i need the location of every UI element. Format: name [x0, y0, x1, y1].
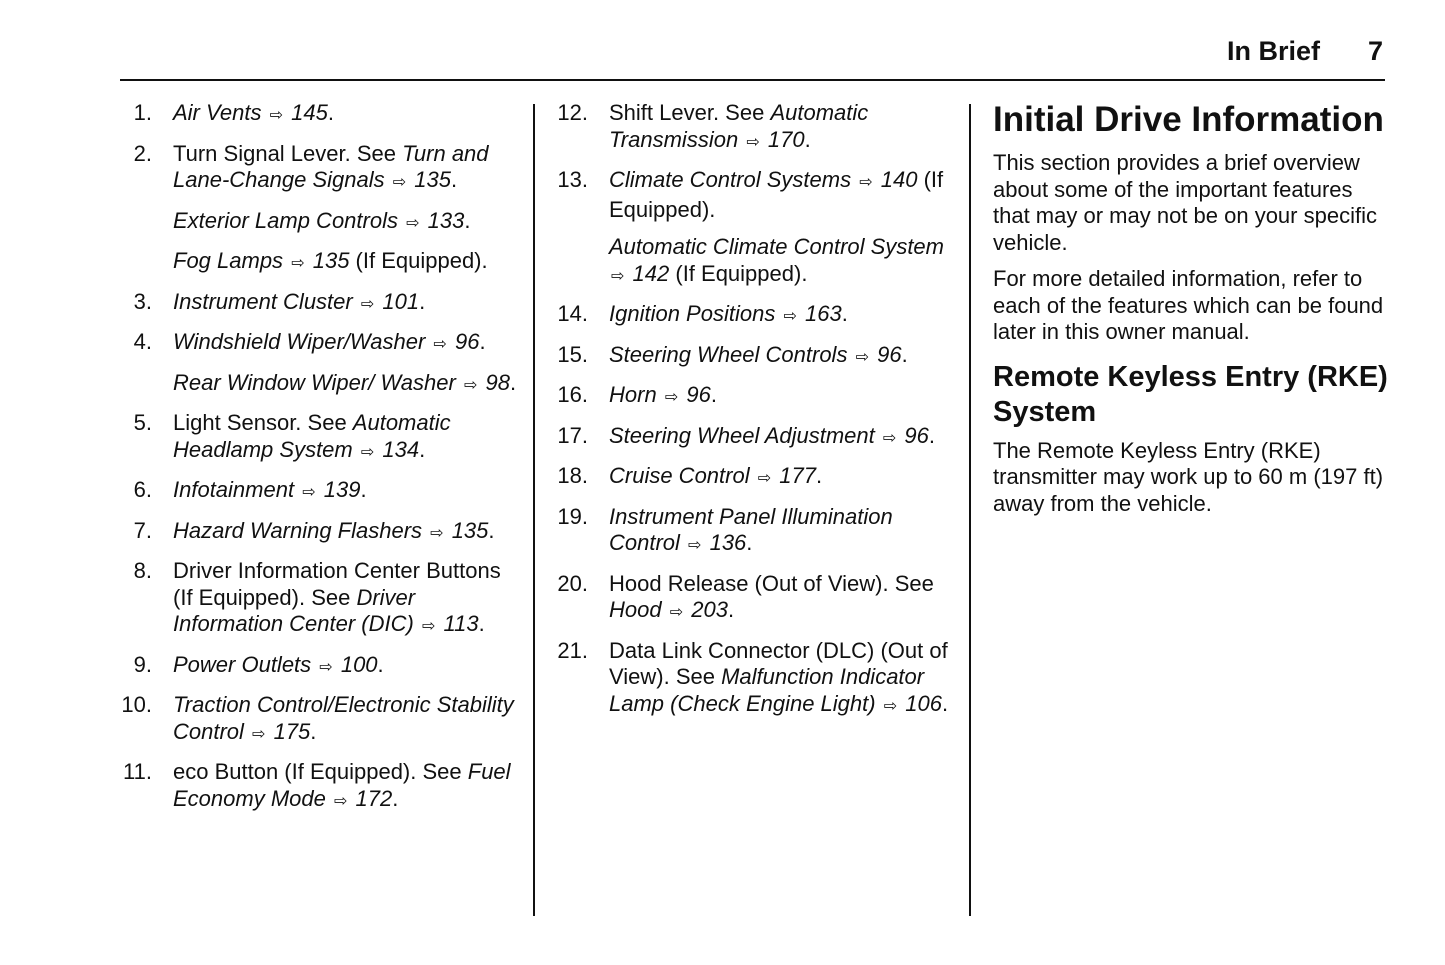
list-item: 20. Hood Release (Out of View). See Hood ⇨ 203.	[557, 570, 934, 622]
page-ref[interactable]: 106	[905, 690, 942, 716]
page-ref[interactable]: 96	[686, 382, 711, 407]
list-item: 8. Driver Information Center Buttons (If Equipped). See Driver Information Center (DIC) ⇨ 113.	[120, 558, 520, 641]
list-item: 5. Light Sensor. See Automatic Headlamp System ⇨ 134.	[120, 410, 520, 466]
column-3	[993, 100, 1393, 527]
item-number: 16.	[557, 382, 588, 407]
item-link-text[interactable]: Automatic Transmission	[609, 100, 869, 152]
header-rule	[120, 79, 1385, 81]
item-text: eco Button (If Equipped). See	[173, 759, 468, 784]
arrow-icon: ⇨	[333, 792, 348, 810]
section-title: In Brief	[1226, 36, 1320, 66]
page-ref[interactable]: 175	[273, 718, 311, 744]
paragraph: This section provides a brief overview about some of the important features that may or may not be on your specific vehicle.	[993, 150, 1377, 255]
paragraph: For more detailed information, refer to each of the features which can be found later in this owner manual.	[993, 266, 1384, 344]
item-link-text[interactable]: Steering Wheel Controls	[609, 341, 848, 367]
list-item: 11. eco Button (If Equipped). See Fuel Economy Mode ⇨ 172.	[120, 759, 520, 815]
list-subitem	[556, 234, 956, 290]
item-link-text[interactable]: Fog Lamps	[173, 248, 284, 273]
item-text: Light Sensor. See	[173, 410, 353, 435]
item-number: 21.	[557, 637, 588, 663]
arrow-icon: ⇨	[859, 174, 873, 191]
paragraph: The Remote Keyless Entry (RKE) transmitter may work up to 60 m (197 ft) away from the vehicle.	[993, 437, 1384, 516]
arrow-icon: ⇨	[883, 697, 898, 715]
item-link-text[interactable]: Cruise Control	[609, 463, 750, 488]
arrow-icon: ⇨	[882, 429, 897, 447]
list-item: 4. Windshield Wiper/Washer ⇨ 96.	[120, 329, 520, 359]
item-link-text[interactable]: Automatic Headlamp System	[173, 410, 451, 462]
item-number: 4.	[133, 329, 152, 354]
item-link-text[interactable]: Infotainment	[173, 477, 295, 502]
arrow-icon: ⇨	[433, 336, 447, 353]
item-number: 17.	[557, 422, 588, 448]
page-header	[1227, 36, 1383, 67]
arrow-icon: ⇨	[319, 658, 333, 676]
page-ref[interactable]: 96	[454, 329, 480, 354]
item-number: 13.	[557, 167, 588, 192]
arrow-icon: ⇨	[757, 470, 772, 487]
item-link-text[interactable]: Power Outlets	[173, 651, 312, 677]
item-link-text[interactable]: Instrument Panel Illumination Control	[609, 503, 893, 555]
arrow-icon: ⇨	[392, 174, 407, 191]
list-item: 6. Infotainment ⇨ 139.	[120, 477, 520, 507]
item-number: 12.	[557, 100, 588, 125]
arrow-icon: ⇨	[746, 133, 760, 151]
item-number: 19.	[557, 503, 588, 529]
item-text: (If Equipped).	[349, 248, 488, 273]
arrow-icon: ⇨	[611, 267, 625, 285]
page-ref[interactable]: 96	[904, 422, 929, 448]
list-item	[556, 167, 956, 223]
page-ref[interactable]: 135	[312, 248, 350, 273]
arrow-icon: ⇨	[421, 618, 436, 635]
arrow-icon: ⇨	[688, 537, 702, 554]
list-item: 1. Air Vents ⇨ 145.	[120, 100, 520, 130]
item-text: (If Equipped).	[609, 167, 944, 222]
item-link-text[interactable]: Driver Information Center (DIC)	[173, 584, 416, 636]
arrow-icon: ⇨	[291, 255, 305, 272]
item-link-text[interactable]: Fuel Economy Mode	[173, 759, 511, 811]
page-ref[interactable]: 113	[443, 611, 479, 636]
arrow-icon: ⇨	[252, 725, 266, 743]
list-item: 17. Steering Wheel Adjustment ⇨ 96.	[557, 422, 936, 448]
item-text: Shift Lever. See	[609, 100, 771, 125]
item-link-text[interactable]: Instrument Cluster	[173, 288, 353, 314]
item-number: 14.	[557, 301, 588, 326]
page-ref[interactable]: 98	[485, 369, 510, 395]
item-text: Data Link Connector (DLC) (Out of View). See	[609, 637, 948, 689]
page-ref[interactable]: 172	[355, 785, 393, 811]
item-link-text[interactable]: Hazard Warning Flashers	[173, 517, 423, 543]
item-text: Hood Release (Out of View). See	[609, 570, 934, 596]
item-text: (If Equipped).	[669, 260, 808, 286]
arrow-icon: ⇨	[783, 308, 797, 325]
section-heading-rke: Remote Keyless Entry (RKE) System	[993, 360, 1388, 428]
column-1	[120, 100, 520, 826]
list-item: 21. Data Link Connector (DLC) (Out of View). See Malfunction Indicator Lamp (Check Engine Light) ⇨ 106.	[557, 637, 949, 716]
item-number: 18.	[557, 463, 588, 488]
list-item: 16. Horn ⇨ 96.	[557, 382, 717, 407]
item-number: 1.	[133, 100, 152, 125]
item-number: 5.	[133, 410, 152, 435]
column-divider-2	[969, 104, 971, 916]
item-link-text[interactable]: Climate Control Systems	[609, 167, 852, 192]
list-item: 9. Power Outlets ⇨ 100.	[120, 652, 520, 682]
item-number: 9.	[133, 651, 152, 677]
list-item: 19. Instrument Panel Illumination Control ⇨ 136.	[557, 503, 893, 555]
list-item: 10. Traction Control/Electronic Stability Control ⇨ 175.	[121, 692, 514, 744]
item-link-text[interactable]: Turn and Lane-Change Signals	[173, 140, 489, 192]
page-ref[interactable]: 140	[880, 167, 918, 192]
list-item: 12. Shift Lever. See Automatic Transmission ⇨ 170.	[557, 100, 869, 152]
item-text: Turn Signal Lever. See	[173, 140, 403, 166]
page-ref[interactable]: 135	[451, 517, 489, 543]
item-link-text[interactable]: Steering Wheel Adjustment	[609, 422, 875, 448]
item-link-text[interactable]: Windshield Wiper/Washer	[173, 329, 426, 354]
list-item: 14. Ignition Positions ⇨ 163.	[557, 301, 848, 326]
arrow-icon: ⇨	[669, 604, 684, 621]
item-number: 2.	[133, 140, 152, 166]
arrow-icon: ⇨	[664, 389, 679, 406]
page-ref[interactable]: 135	[414, 167, 451, 192]
list-subitem: Exterior Lamp Controls ⇨ 133.	[173, 207, 471, 233]
item-link-text[interactable]: Automatic Climate Control System	[609, 234, 944, 259]
page-ref[interactable]: 170	[767, 126, 805, 152]
arrow-icon: ⇨	[302, 484, 316, 501]
page-ref[interactable]: 133	[427, 207, 465, 233]
column-divider-1	[533, 104, 535, 916]
list-item: 7. Hazard Warning Flashers ⇨ 135.	[120, 518, 520, 548]
list-subitem	[120, 248, 520, 278]
page-ref[interactable]: 163	[804, 301, 842, 326]
item-number: 20.	[557, 570, 588, 596]
arrow-icon: ⇨	[360, 443, 375, 461]
item-number: 10.	[121, 692, 152, 717]
page-ref[interactable]: 203	[691, 597, 728, 622]
page-ref[interactable]: 142	[632, 260, 670, 286]
item-link-text[interactable]: Hood	[609, 597, 662, 622]
page-ref[interactable]: 145	[291, 100, 328, 125]
list-item: 2. Turn Signal Lever. See Turn and Lane-Change Signals ⇨ 135.	[120, 141, 520, 197]
item-link-text[interactable]: Malfunction Indicator Lamp (Check Engine Light)	[609, 664, 925, 716]
arrow-icon: ⇨	[855, 348, 869, 366]
column-2	[556, 100, 956, 731]
arrow-icon: ⇨	[406, 214, 420, 232]
item-link-text[interactable]: Horn	[609, 382, 657, 407]
list-item: 3. Instrument Cluster ⇨ 101.	[120, 289, 520, 319]
page-number: 7	[1367, 36, 1383, 66]
page-ref[interactable]: 96	[877, 341, 902, 367]
page-ref[interactable]: 101	[382, 288, 420, 314]
item-number: 15.	[557, 341, 588, 367]
list-item: 18. Cruise Control ⇨ 177.	[557, 463, 823, 488]
section-heading-initial-drive: Initial Drive Information	[993, 100, 1384, 139]
item-link-text[interactable]: Rear Window Wiper/ Washer	[173, 369, 456, 395]
page-ref[interactable]: 100	[340, 651, 378, 677]
list-item: 15. Steering Wheel Controls ⇨ 96.	[557, 341, 908, 367]
item-link-text[interactable]: Traction Control/Electronic Stability Control	[173, 692, 514, 744]
item-number: 6.	[133, 477, 152, 502]
item-number: 3.	[133, 288, 152, 314]
page-ref[interactable]: 134	[382, 436, 420, 462]
page-ref[interactable]: 177	[779, 463, 816, 488]
page-ref[interactable]: 139	[323, 477, 361, 502]
arrow-icon: ⇨	[430, 524, 444, 542]
item-link-text[interactable]: Exterior Lamp Controls	[173, 207, 398, 233]
item-number: 8.	[133, 558, 152, 583]
item-link-text[interactable]: Ignition Positions	[609, 301, 776, 326]
arrow-icon: ⇨	[360, 295, 375, 313]
arrow-icon: ⇨	[269, 107, 283, 124]
item-link-text[interactable]: Air Vents	[173, 100, 262, 125]
list-subitem: Rear Window Wiper/ Washer ⇨ 98.	[173, 369, 517, 395]
item-number: 7.	[133, 517, 152, 543]
page-ref[interactable]: 136	[709, 530, 747, 555]
item-number: 11.	[123, 759, 152, 784]
item-text: Driver Information Center Buttons (If Equipped). See	[173, 558, 501, 610]
arrow-icon: ⇨	[463, 376, 478, 394]
